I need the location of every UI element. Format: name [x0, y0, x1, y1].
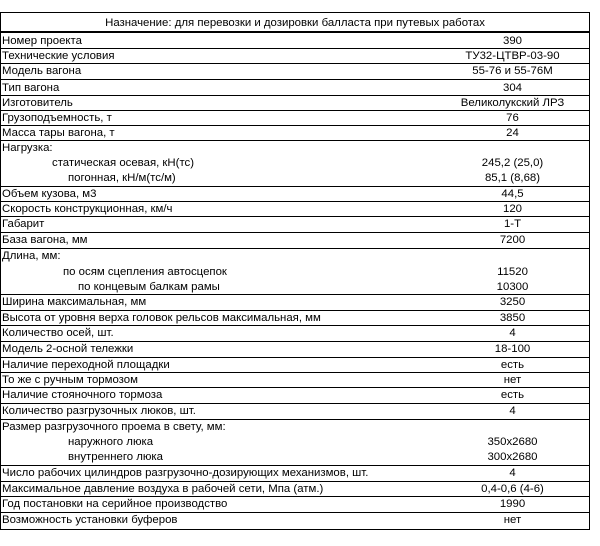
row-label: погонная, кН/м(тс/м)	[68, 172, 176, 184]
row-value: есть	[500, 389, 525, 401]
row-value: 7200	[499, 234, 526, 246]
row-label: Габарит	[2, 218, 45, 230]
row-value: 24	[506, 127, 519, 139]
row-value: нет	[503, 374, 522, 386]
row-value: нет	[503, 514, 522, 526]
row-value: 11520	[497, 266, 528, 278]
row-divider	[0, 186, 590, 187]
row-value: 304	[502, 82, 522, 94]
row-divider	[0, 310, 590, 311]
row-value: 1-Т	[503, 218, 522, 230]
row-divider	[0, 357, 590, 358]
row-label: Нагрузка:	[2, 142, 53, 154]
row-value: 390	[502, 35, 522, 47]
table-border	[0, 12, 1, 530]
row-label: База вагона, мм	[2, 234, 88, 246]
row-label: Наличие переходной площадки	[2, 359, 170, 371]
row-label: Модель вагона	[2, 65, 82, 77]
row-divider	[0, 140, 590, 141]
row-label: Модель 2-осной тележки	[2, 343, 134, 355]
row-value: 3250	[499, 296, 526, 308]
row-value: 76	[506, 112, 519, 124]
row-divider	[0, 529, 590, 530]
row-divider	[0, 79, 590, 80]
row-value: 0,4-0,6 (4-6)	[481, 483, 544, 495]
row-divider	[0, 403, 590, 404]
row-label: Номер проекта	[2, 35, 82, 47]
row-divider	[0, 32, 590, 33]
row-value: 4	[509, 467, 516, 479]
row-value: 10300	[496, 281, 529, 293]
row-divider	[0, 419, 590, 420]
row-divider	[0, 325, 590, 326]
row-divider	[0, 248, 590, 249]
row-label: Изготовитель	[2, 97, 73, 109]
row-value: 4	[509, 405, 516, 417]
row-label: Число рабочих цилиндров разгрузочно-дозирующих механизмов, шт.	[2, 467, 369, 479]
row-label: Длина, мм:	[2, 250, 61, 262]
row-label: Скорость конструкционная, км/ч	[2, 203, 173, 215]
row-value: 1990	[499, 498, 526, 510]
row-label: Высота от уровня верха головок рельсов максимальная, мм	[2, 312, 321, 324]
row-value: 3850	[499, 312, 526, 324]
row-label: Размер разгрузочного проема в свету, мм:	[2, 421, 226, 433]
row-divider	[0, 294, 590, 295]
row-value: 55-76 и 55-76М	[472, 65, 553, 77]
row-value: 4	[509, 327, 516, 339]
row-divider	[0, 465, 590, 466]
row-value: 300x2680	[487, 451, 538, 463]
table-title: Назначение: для перевозки и дозировки балласта при путевых работах	[0, 12, 590, 32]
row-divider	[0, 110, 590, 111]
row-divider	[0, 496, 590, 497]
row-label: Технические условия	[2, 50, 115, 62]
row-label: внутреннего люка	[68, 451, 164, 463]
row-label: То же с ручным тормозом	[2, 374, 138, 386]
row-label: Количество осей, шт.	[2, 327, 114, 339]
row-value: Великолукский ЛРЗ	[460, 97, 565, 109]
row-divider	[0, 201, 590, 202]
table-border	[589, 12, 590, 530]
row-label: по осям сцепления автосцепок	[63, 266, 227, 278]
row-label: Максимальное давление воздуха в рабочей сети, Мпа (атм.)	[2, 483, 324, 495]
row-label: Грузоподъемность, т	[2, 112, 112, 124]
row-label: Год постановки на серийное производство	[2, 498, 228, 510]
row-label: Возможность установки буферов	[2, 514, 178, 526]
row-value: 120	[502, 203, 522, 215]
row-label: Наличие стояночного тормоза	[2, 389, 163, 401]
row-label: Ширина максимальная, мм	[2, 296, 147, 308]
row-label: Тип вагона	[2, 82, 60, 94]
row-divider	[0, 95, 590, 96]
row-divider	[0, 372, 590, 373]
row-label: Масса тары вагона, т	[2, 127, 115, 139]
row-divider	[0, 63, 590, 64]
row-divider	[0, 387, 590, 388]
row-value: 18-100	[494, 343, 531, 355]
row-label: Количество разгрузочных люков, шт.	[2, 405, 196, 417]
row-divider	[0, 125, 590, 126]
row-divider	[0, 216, 590, 217]
spec-table	[0, 12, 590, 530]
row-label: наружного люка	[68, 436, 154, 448]
row-divider	[0, 48, 590, 49]
row-value: ТУ32-ЦТВР-03-90	[465, 50, 560, 62]
row-divider	[0, 341, 590, 342]
row-value: 245,2 (25,0)	[481, 157, 544, 169]
row-label: по концевым балкам рамы	[78, 281, 220, 293]
row-label: Объем кузова, м3	[2, 188, 97, 200]
row-value: 350x2680	[487, 436, 538, 448]
row-divider	[0, 512, 590, 513]
row-divider	[0, 481, 590, 482]
row-value: 44,5	[501, 188, 524, 200]
row-label: статическая осевая, кН(тс)	[52, 157, 195, 169]
row-divider	[0, 232, 590, 233]
row-value: есть	[500, 359, 525, 371]
row-value: 85,1 (8,68)	[484, 172, 541, 184]
